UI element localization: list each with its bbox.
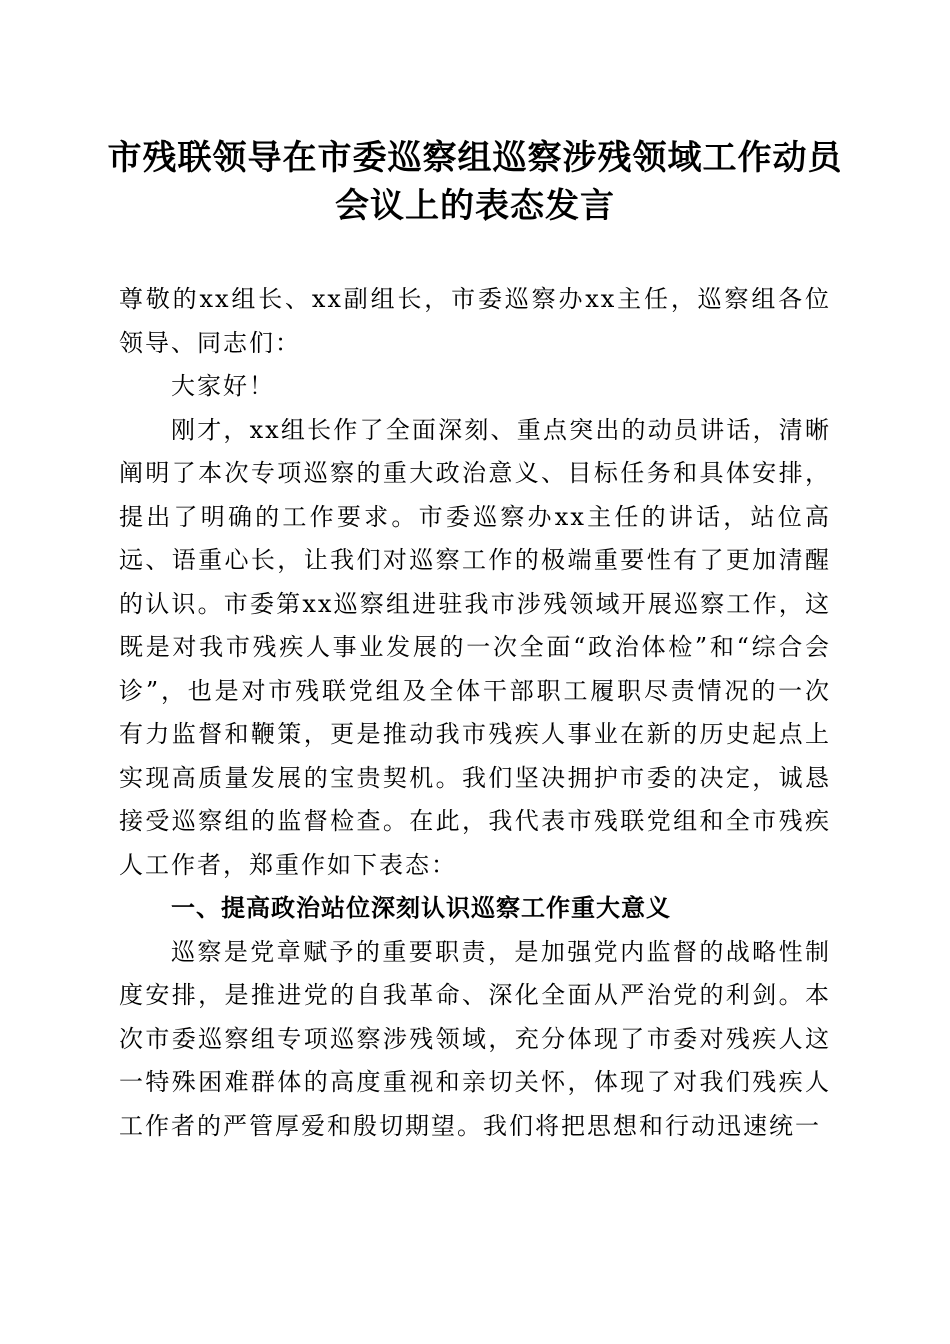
document-body xyxy=(119,278,831,1148)
section-1-heading: 一、提高政治站位深刻认识巡察工作重大意义 xyxy=(171,894,671,922)
salutation: 尊敬的xx组长、xx副组长，市委巡察办xx主任，巡察组各位领导、同志们： xyxy=(119,285,831,357)
document-title: 市残联领导在市委巡察组巡察涉残领域工作动员会议上的表态发言 xyxy=(107,138,843,226)
greeting: 大家好！ xyxy=(171,372,275,400)
paragraph-1: 刚才，xx组长作了全面深刻、重点突出的动员讲话，清晰阐明了本次专项巡察的重大政治意义、目标任务和具体安排，提出了明确的工作要求。市委巡察办xx主任的讲话，站位高远、语重心长，让我们对巡察工作的极端重要性有了更加清醒的认识。市委第xx巡察组进驻我市涉残领域开展巡察工作，这既是对我市残疾人事业发展的一次全面“政治体检”和“综合会诊”，也是对市残联党组及全体干部职工履职尽责情况的一次有力监督和鞭策，更是推动我市残疾人事业在新的历史起点上实现高质量发展的宝贵契机。我们坚决拥护市委的决定，诚恳接受巡察组的监督检查。在此，我代表市残联党组和全市残疾人工作者，郑重作如下表态： xyxy=(119,415,831,879)
paragraph-2: 巡察是党章赋予的重要职责，是加强党内监督的战略性制度安排，是推进党的自我革命、深化全面从严治党的利剑。本次市委巡察组专项巡察涉残领域，充分体现了市委对残疾人这一特殊困难群体的高度重视和亲切关怀，体现了对我们残疾人工作者的严管厚爱和殷切期望。我们将把思想和行动迅速统一 xyxy=(119,937,831,1140)
